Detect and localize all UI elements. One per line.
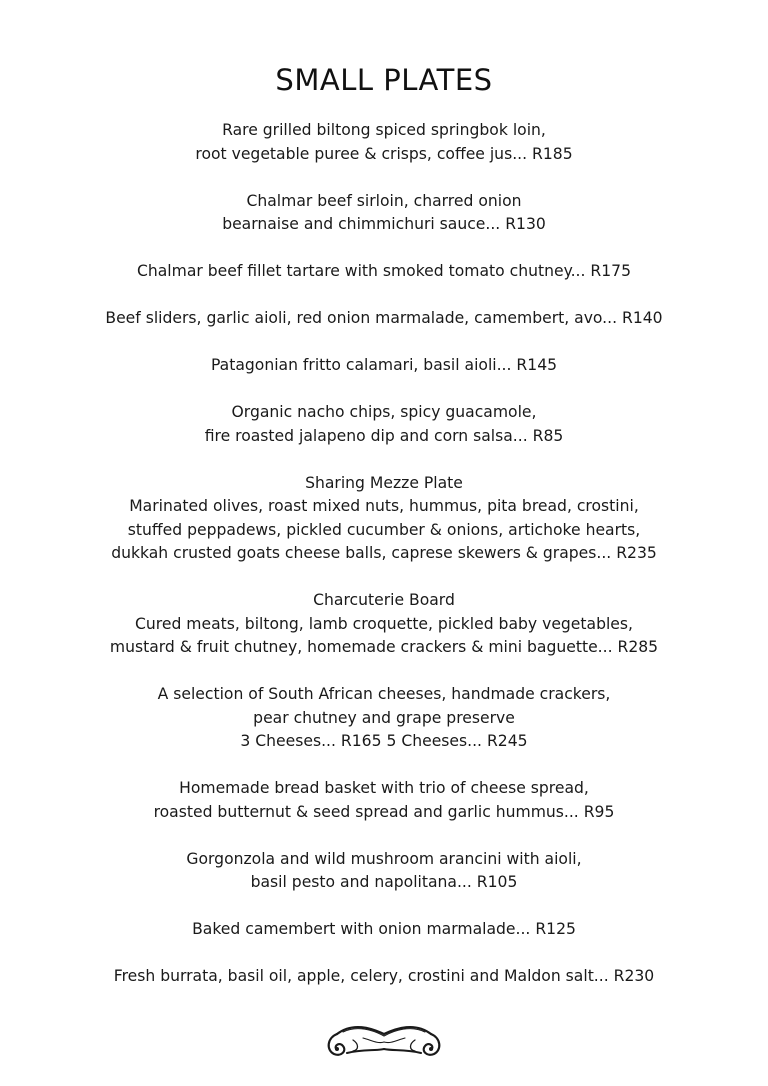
menu-item <box>0 401 768 448</box>
menu-item-line: stuffed peppadews, pickled cucumber & onions, artichoke hearts, <box>127 520 641 539</box>
menu-item-line: pear chutney and grape preserve <box>253 708 515 727</box>
menu-item <box>0 777 768 824</box>
menu-item-line: Patagonian fritto calamari, basil aioli... R145 <box>210 356 558 374</box>
menu-item <box>0 965 768 989</box>
menu-item-line: Marinated olives, roast mixed nuts, hummus, pita bread, crostini, <box>129 497 639 515</box>
menu-item-heading: Sharing Mezze Plate <box>305 473 463 492</box>
menu-item-line: Baked camembert with onion marmalade... R125 <box>192 920 576 938</box>
menu-item <box>0 683 768 754</box>
menu-item <box>0 589 768 660</box>
menu-item-line: basil pesto and napolitana... R105 <box>250 873 518 891</box>
menu-item-line: fire roasted jalapeno dip and corn salsa... R85 <box>204 426 564 445</box>
menu-item-line: roasted butternut & seed spread and garlic hummus... R95 <box>153 802 615 821</box>
menu-item-line: bearnaise and chimmichuri sauce... R130 <box>222 215 546 233</box>
page-title: SMALL PLATES <box>275 63 493 97</box>
menu-item-line: Organic nacho chips, spicy guacamole, <box>231 403 537 421</box>
menu-item <box>0 190 768 237</box>
menu-item-heading: Charcuterie Board <box>313 591 455 609</box>
menu-item-line: dukkah crusted goats cheese balls, caprese skewers & grapes... R235 <box>111 544 657 562</box>
menu-item-line: Chalmar beef sirloin, charred onion <box>246 191 522 210</box>
menu-item-line: Cured meats, biltong, lamb croquette, pickled baby vegetables, <box>135 614 633 633</box>
flourish-ornament-icon <box>323 1020 445 1060</box>
menu-item <box>0 307 768 331</box>
menu-item-line: Fresh burrata, basil oil, apple, celery, crostini and Maldon salt... R230 <box>113 967 655 985</box>
menu-item <box>0 472 768 566</box>
menu-item <box>0 918 768 942</box>
menu-item <box>0 260 768 284</box>
menu-item-line: Chalmar beef fillet tartare with smoked tomato chutney... R175 <box>136 262 632 280</box>
menu-item-line: mustard & fruit chutney, homemade crackers & mini baguette... R285 <box>109 638 659 656</box>
menu-item-line: A selection of South African cheeses, handmade crackers, <box>157 685 611 703</box>
menu-item-line: Gorgonzola and wild mushroom arancini with aioli, <box>186 849 582 868</box>
menu-item-line: Beef sliders, garlic aioli, red onion marmalade, camembert, avo... R140 <box>105 309 663 327</box>
menu-item-line: Rare grilled biltong spiced springbok loin, <box>222 121 546 139</box>
menu-item-line: root vegetable puree & crisps, coffee jus... R185 <box>195 144 573 163</box>
menu-item <box>0 848 768 895</box>
menu-item <box>0 119 768 166</box>
menu-item-line: 3 Cheeses... R165 5 Cheeses... R245 <box>240 732 528 750</box>
menu-item <box>0 354 768 378</box>
menu-item-line: Homemade bread basket with trio of cheese spread, <box>179 779 589 797</box>
menu-list <box>0 119 768 989</box>
